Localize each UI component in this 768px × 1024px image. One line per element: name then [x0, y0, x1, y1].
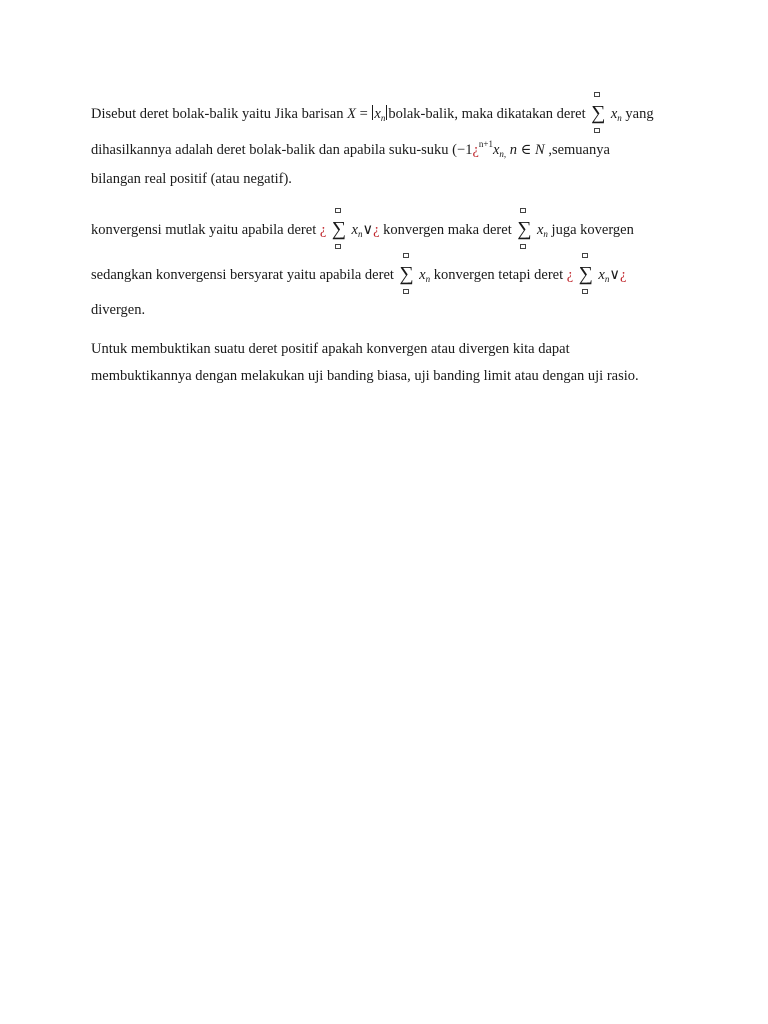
math-x: x — [492, 142, 500, 158]
p1-text-start: Disebut deret bolak-balik yaitu Jika barisan — [91, 106, 348, 122]
math-x: x — [598, 267, 605, 283]
math-invalid-glyph: ¿ — [472, 142, 479, 158]
math-exponent: n+1 — [478, 139, 493, 149]
sigma-symbol: ∑ — [577, 264, 595, 282]
sigma-symbol: ∑ — [398, 264, 416, 282]
p1-text-end: yang — [621, 106, 654, 122]
math-sub-n: n — [604, 274, 610, 284]
sigma-symbol: ∑ — [330, 219, 348, 237]
paragraph3-line2 — [91, 367, 639, 385]
paragraph2-line2 — [91, 264, 626, 285]
paragraph2-line1 — [91, 219, 634, 240]
math-invalid-glyph: ¿ — [373, 222, 380, 238]
paragraph2-line3 — [91, 301, 145, 319]
math-or: ∨ — [362, 222, 374, 238]
p2-text-mid: konvergen maka deret — [379, 222, 516, 238]
sigma-symbol: ∑ — [589, 103, 607, 121]
p2-text-end: juga kovergen — [547, 222, 634, 238]
math-invalid-glyph: ¿ — [619, 267, 627, 283]
sigma-upper-placeholder — [594, 92, 600, 97]
math-x: x — [419, 267, 426, 283]
sigma-lower-placeholder — [582, 289, 588, 294]
sigma-upper-placeholder — [403, 253, 409, 258]
math-sub-n-comma: n, — [499, 149, 507, 159]
math-neg-one: −1 — [457, 142, 473, 158]
p2-line3: divergen. — [91, 302, 146, 318]
sigma-lower-placeholder — [403, 289, 409, 294]
sigma-symbol: ∑ — [515, 219, 533, 237]
p1-line2-end: ,semuanya — [544, 142, 610, 158]
math-sub-n: n — [543, 229, 548, 239]
math-sub-n: n — [380, 113, 386, 123]
math-sub-n: n — [357, 229, 363, 239]
math-invalid-glyph: ¿ — [319, 222, 327, 238]
p2-line2-mid: konvergen tetapi deret — [430, 267, 567, 283]
p2-text-start: konvergensi mutlak yaitu apabila deret — [91, 222, 320, 238]
sigma-lower-placeholder — [520, 244, 526, 249]
math-x: x — [351, 222, 358, 238]
p1-text-mid: bolak-balik, maka dikatakan deret — [388, 106, 590, 122]
math-equals: = — [355, 106, 372, 122]
math-sub-n: n — [617, 113, 622, 123]
math-X: X — [347, 106, 356, 122]
paragraph1-line1 — [91, 103, 654, 124]
math-x: x — [374, 106, 381, 122]
p3-line2: membuktikannya dengan melakukan uji banding biasa, uji banding limit atau dengan uji rasio. — [91, 368, 639, 384]
sigma-upper-placeholder — [335, 208, 341, 213]
sigma-upper-placeholder — [582, 253, 588, 258]
paragraph1-line2 — [91, 141, 610, 160]
p2-line2-start: sedangkan konvergensi bersyarat yaitu apabila deret — [91, 267, 398, 283]
math-or: ∨ — [609, 267, 620, 283]
p1-line3: bilangan real positif (atau negatif). — [91, 171, 292, 187]
paragraph3-line1 — [91, 340, 570, 358]
math-x: x — [536, 222, 544, 238]
sigma-lower-placeholder — [594, 128, 600, 133]
math-sub-n: n — [425, 274, 431, 284]
math-x: x — [610, 106, 618, 122]
sigma-upper-placeholder — [520, 208, 526, 213]
paragraph1-line3 — [91, 170, 292, 188]
p1-line2-start: dihasilkannya adalah deret bolak-balik dan apabila suku-suku ( — [91, 142, 458, 158]
math-n-in-N: n ∈ N — [509, 142, 545, 158]
math-invalid-glyph: ¿ — [566, 267, 574, 283]
sigma-lower-placeholder — [335, 244, 341, 249]
p3-line1: Untuk membuktikan suatu deret positif apakah konvergen atau divergen kita dapat — [91, 341, 570, 357]
